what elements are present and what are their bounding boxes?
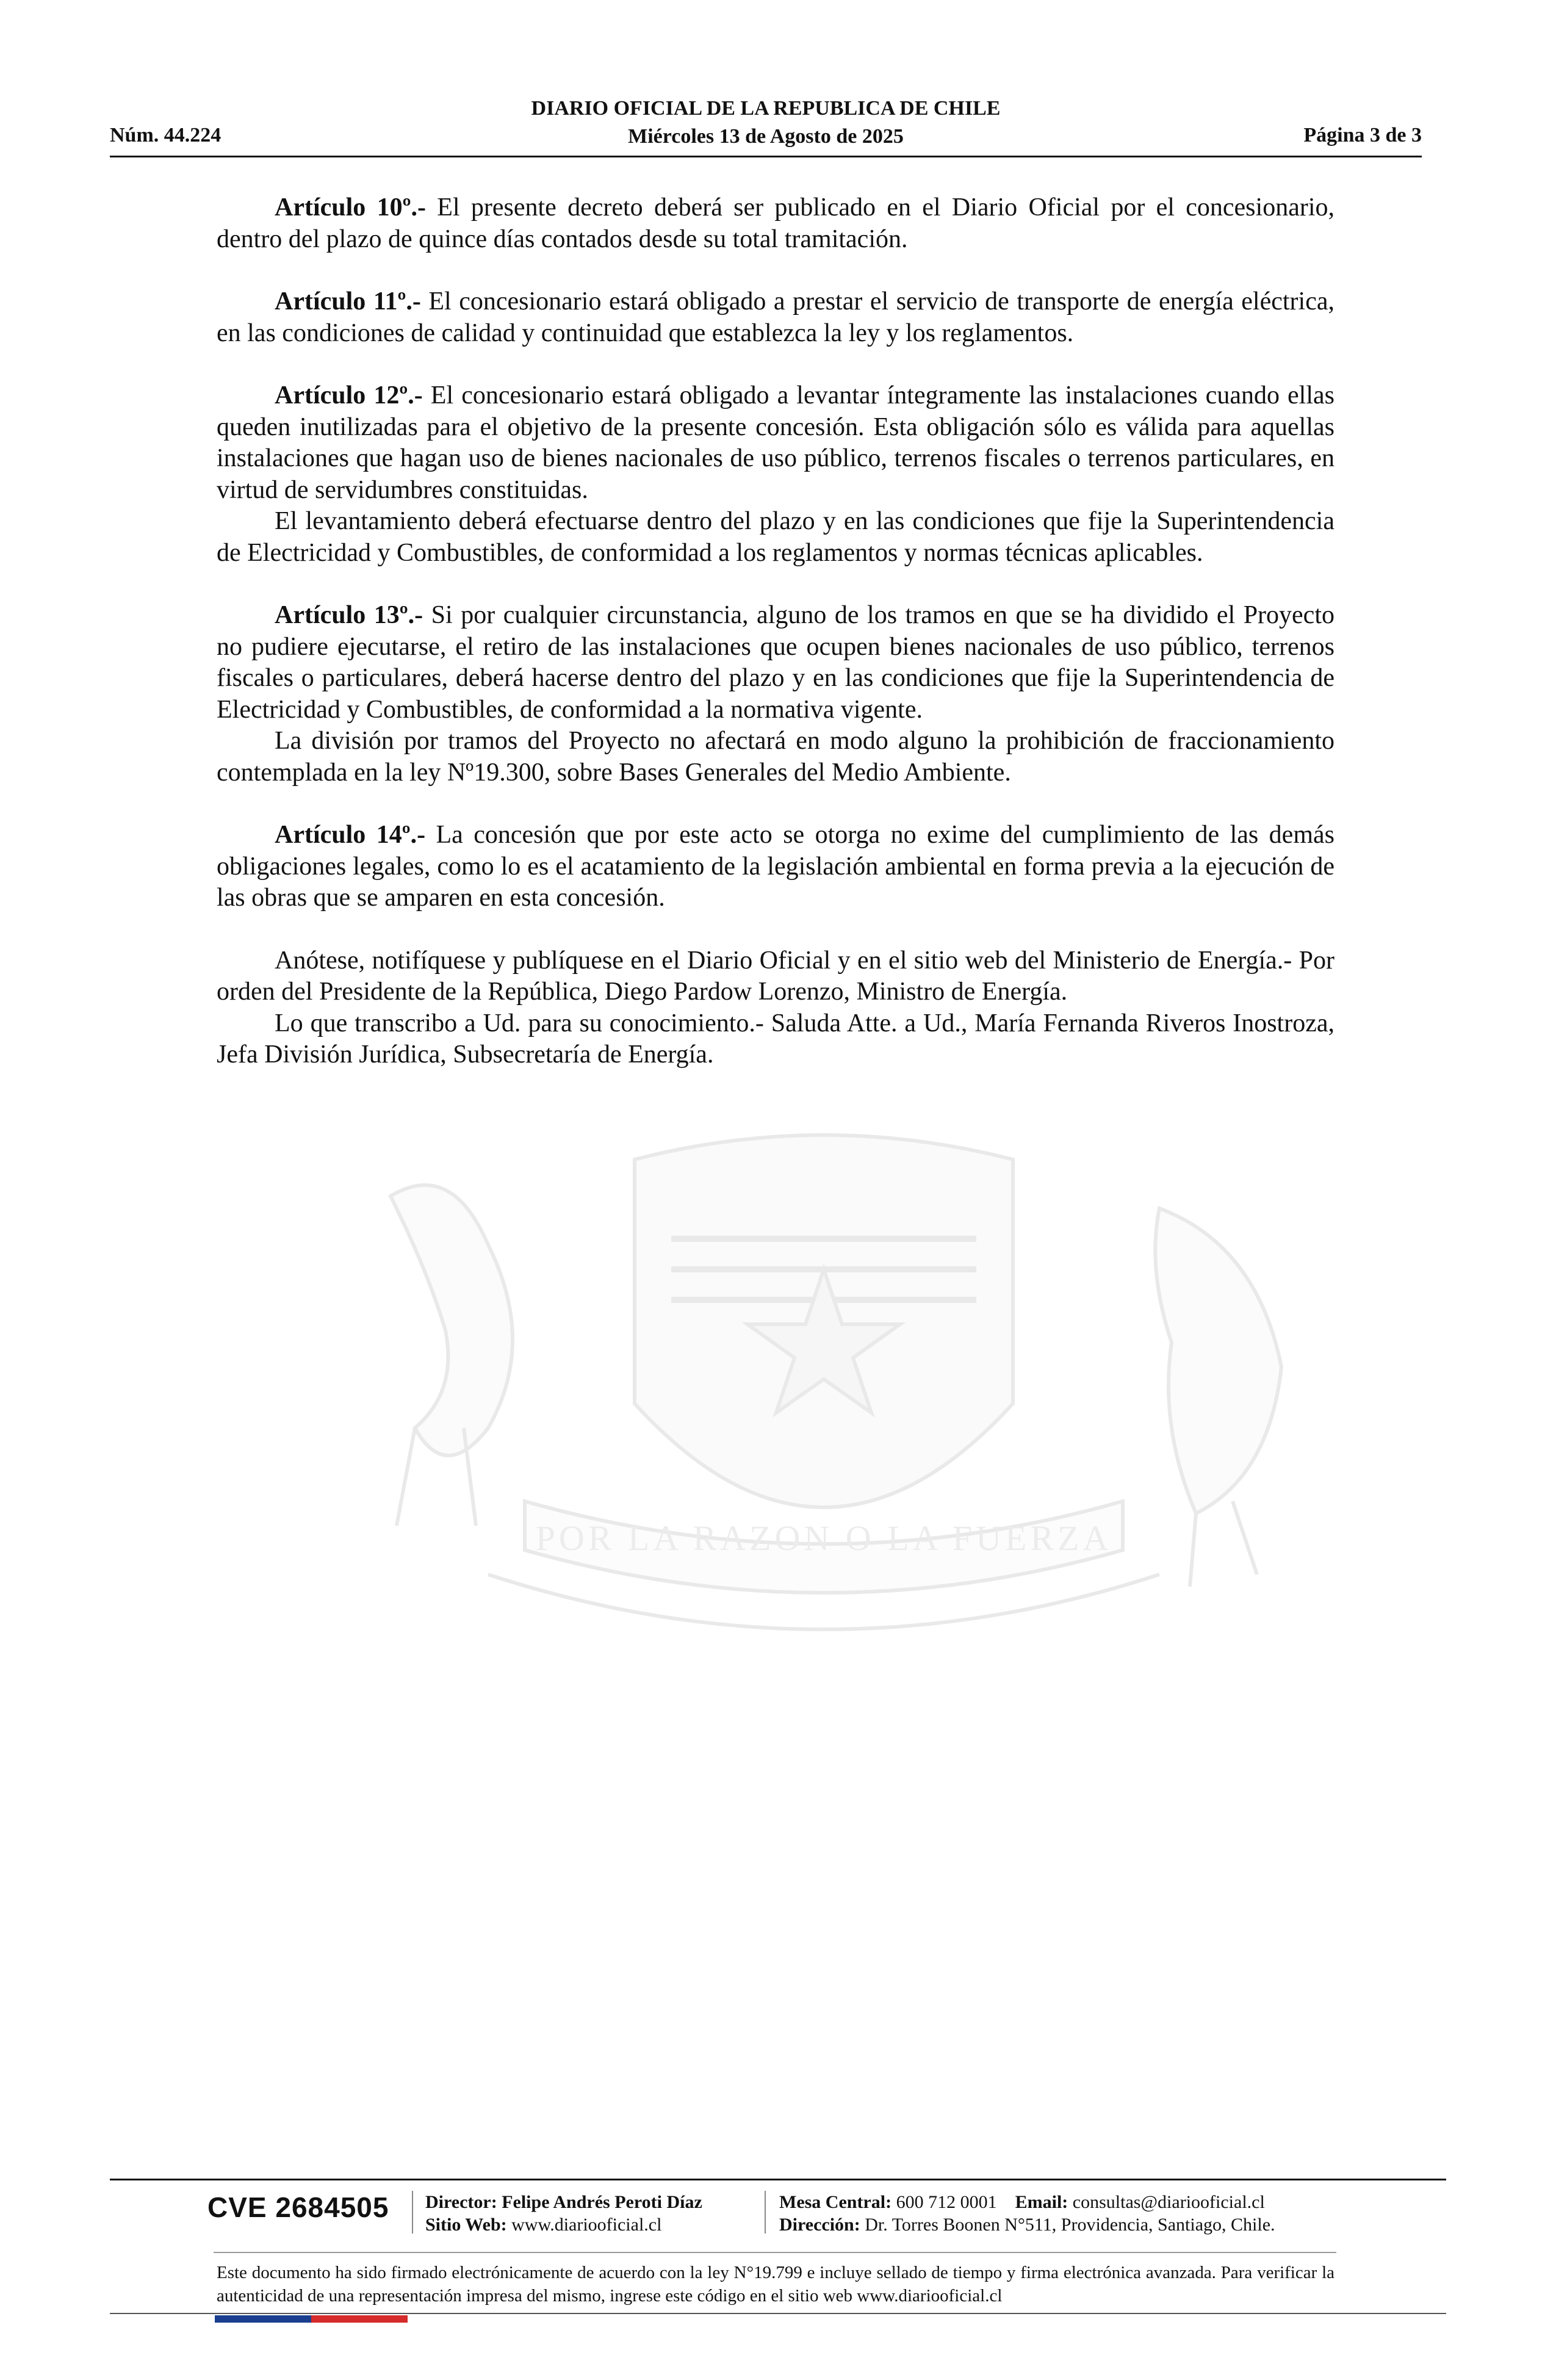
director-value: Felipe Andrés Peroti Díaz [502,2192,702,2212]
coat-of-arms-watermark [305,1086,1342,1697]
email-label: Email: [1015,2192,1068,2212]
website-line [425,2213,702,2236]
publication-date: Miércoles 13 de Agosto de 2025 [628,125,904,148]
article-text: Si por cualquier circunstancia, alguno de los tramos en que se ha dividido el Proyecto no pudiere ejecutarse, el retiro de las instalaciones que ocupen bienes nacionales de uso público, terrenos fiscales o particulares, deberá hacerse dentro del plazo y en las condiciones que fije la Superintendencia de Electricidad y Combustibles, de conformidad a la normativa vigente. [217,601,1334,724]
article-label: Artículo 12º.- [275,381,423,409]
article-text: El concesionario estará obligado a levantar íntegramente las instalaciones cuando ellas queden inutilizadas para el objetivo de la presente concesión. Esta obligación sólo es válida para aquellas instalaciones que hagan uso de bienes nacionales de uso público, terrenos fiscales o terrenos particulares, en virtud de servidumbres constituidas. [217,381,1334,504]
address-value: Dr. Torres Boonen N°511, Providencia, Santiago, Chile. [865,2215,1275,2235]
footer-separator [765,2191,766,2234]
page-indicator: Página 3 de 3 [1303,124,1422,146]
article-text: El presente decreto deberá ser publicado en el Diario Oficial por el concesionario, dentro del plazo de quince días contados desde su total tramitación. [217,193,1334,253]
article-label: Artículo 13º.- [275,601,423,629]
article-13 [217,600,1334,726]
document-body [217,192,1334,1071]
website-label: Sitio Web: [425,2215,507,2235]
footer-divider [110,2179,1446,2180]
article-12 [217,380,1334,506]
email-link[interactable]: consultas@diariooficial.cl [1072,2192,1265,2212]
article-label: Artículo 14º.- [275,821,426,849]
closing-signature: Lo que transcribo a Ud. para su conocimiento.- Saluda Atte. a Ud., María Fernanda Riveros Inostroza, Jefa División Jurídica, Subsecretaría de Energía. [217,1009,1334,1069]
article-11 [217,286,1334,349]
motto-text: POR LA RAZON O LA FUERZA [535,1518,1112,1558]
article-13-continuation: La división por tramos del Proyecto no afectará en modo alguno la prohibición de fraccionamiento contemplada en la ley Nº19.300, sobre Bases Generales del Medio Ambiente. [217,727,1334,787]
electronic-signature-note: Este documento ha sido firmado electrónicamente de acuerdo con la ley N°19.799 e incluye sellado de tiempo y firma electrónica avanzada. Para verificar la autenticidad de una representación impresa del mismo, ingrese este código en el sitio web www.diariooficial.cl [217,2263,1334,2306]
cve-code: CVE 2684505 [207,2191,389,2223]
article-label: Artículo 10º.- [275,193,426,222]
article-label: Artículo 11º.- [275,287,421,316]
footer-separator [412,2191,413,2234]
header-center [110,95,1422,151]
header-divider [110,156,1422,157]
article-12-continuation: El levantamiento deberá efectuarse dentro del plazo y en las condiciones que fije la Superintendencia de Electricidad y Combustibles, de conformidad a los reglamentos y normas técnicas aplicables. [217,507,1334,567]
contact-line [779,2191,1275,2213]
page-header [110,95,1422,156]
flag-stripe-red [311,2315,408,2323]
article-14 [217,820,1334,914]
director-label: Director: [425,2192,497,2212]
article-10 [217,192,1334,255]
article-text: La concesión que por este acto se otorga no exime del cumplimiento de las demás obligaciones legales, como lo es el acatamiento de la legislación ambiental en forma previa a la ejecución de las obras que se amparen en esta concesión. [217,821,1334,912]
footer-subdivider [214,2252,1336,2253]
footer-director-block [425,2191,702,2236]
website-link[interactable]: www.diariooficial.cl [511,2215,662,2235]
address-label: Dirección: [779,2215,860,2235]
director-line [425,2191,702,2213]
address-line [779,2213,1275,2236]
article-text: El concesionario estará obligado a prestar el servicio de transporte de energía eléctrica, en las condiciones de calidad y continuidad que establezca la ley y los reglamentos. [217,287,1334,347]
footer-contact-block [779,2191,1275,2236]
footer-bottom-rule [110,2313,1446,2314]
closing-paragraph: Anótese, notifíquese y publíquese en el Diario Oficial y en el sitio web del Ministerio de Energía.- Por orden del Presidente de la República, Diego Pardow Lorenzo, Ministro de Energía. [217,946,1334,1006]
publication-title: DIARIO OFICIAL DE LA REPUBLICA DE CHILE [531,97,1001,120]
issue-number: Núm. 44.224 [110,124,222,146]
mesa-label: Mesa Central: [779,2192,892,2212]
mesa-value: 600 712 0001 [896,2192,997,2212]
flag-stripe-blue [215,2315,311,2323]
